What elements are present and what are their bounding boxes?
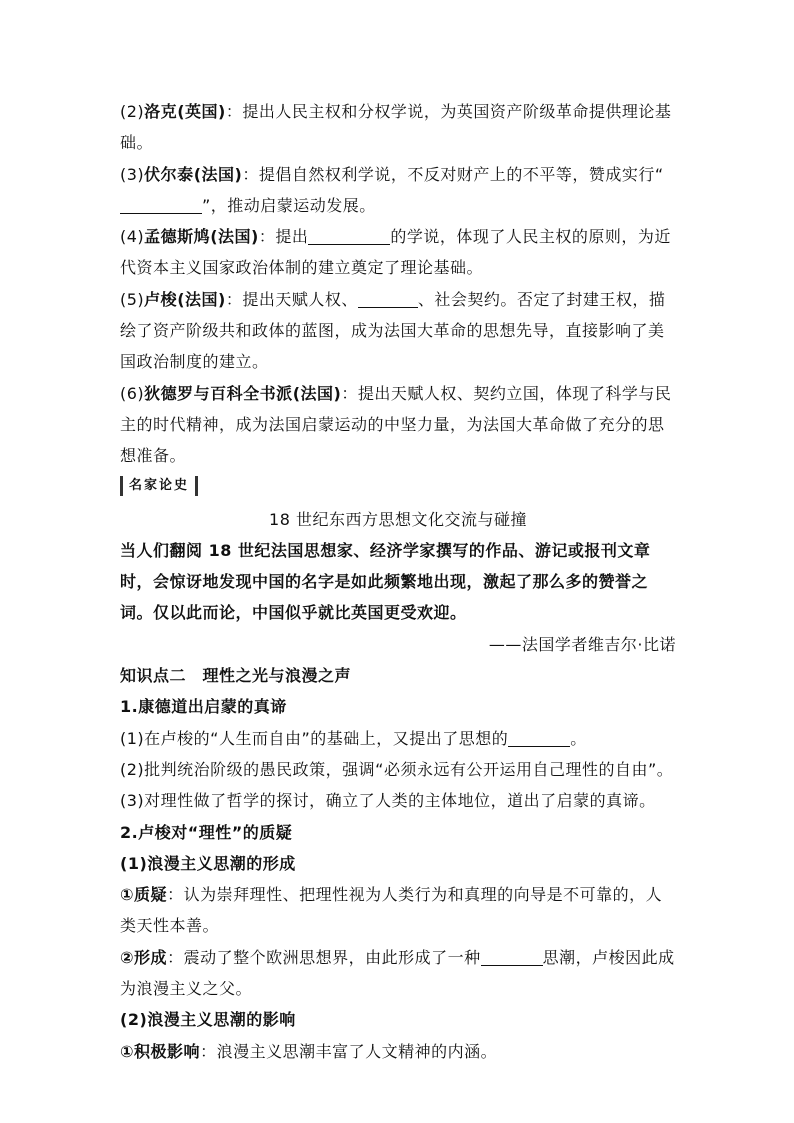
- document-page: [120, 96, 676, 1067]
- item-number: (2): [120, 102, 145, 121]
- fill-blank[interactable]: [508, 728, 570, 747]
- kant-point-1: [120, 723, 676, 754]
- point-label: ①积极影响: [120, 1041, 201, 1061]
- item-text: ：浪漫主义思潮丰富了人文精神的内涵。: [200, 1041, 498, 1061]
- section-heading: 知识点二 理性之光与浪漫之声: [120, 666, 352, 686]
- essay-body: 当人们翻阅 18 世纪法国思想家、经济学家撰写的作品、游记或报刊文章时，会惊讶地发现中国的名字是如此频繁地出现，激起了那么多的赞誉之词。仅以此而论，中国似乎就比英国更受欢迎。: [120, 540, 651, 623]
- thinker-country: (法国): [193, 164, 243, 184]
- thinker-country: (法国): [177, 289, 226, 309]
- fill-blank[interactable]: [308, 226, 390, 245]
- essay-source: ——法国学者维吉尔·比诺: [488, 634, 676, 654]
- quote-mark: “: [654, 164, 664, 184]
- essay-title: 18 世纪东西方思想文化交流与碰撞: [269, 509, 527, 529]
- item-text: ：认为崇拜理性、把理性视为人类行为和真理的向导是不可靠的，人类天性本善。: [120, 885, 663, 936]
- item-text: ：震动了整个欧洲思想界，由此形成了一种: [167, 947, 481, 967]
- kant-point-3: (3)对理性做了哲学的探讨，确立了人类的主体地位，道出了启蒙的真谛。: [120, 791, 656, 811]
- item-montesquieu: [120, 221, 676, 284]
- item-text: 。: [570, 728, 587, 748]
- item-text: ：提出人民主权和分权学说，为英国资产阶级革命提供理论基础。: [120, 102, 672, 153]
- item-rousseau: [120, 284, 676, 378]
- romantic-formation-title: (1)浪漫主义思潮的形成: [120, 853, 296, 873]
- kant-title: 1.康德道出启蒙的真谛: [120, 697, 287, 717]
- formation-point: [120, 942, 676, 1005]
- famous-historian-label: 名家论史: [120, 476, 198, 496]
- thinker-country: (英国): [177, 102, 226, 121]
- item-text: 、社会契约。否定了封建王权，描绘了资产阶级共和政体的蓝图，成为法国大革命的思想先导，直接影响了美国政治制度的建立。: [120, 289, 666, 372]
- point-label: ②形成: [120, 947, 168, 967]
- item-number: (5): [120, 289, 145, 309]
- item-locke: [120, 96, 676, 159]
- thinker-country: (法国): [210, 227, 259, 247]
- kant-point-2: (2)批判统治阶级的愚民政策，强调“必须永远有公开运用自己理性的自由”。: [120, 759, 674, 779]
- item-text: ”，推动启蒙运动发展。: [202, 195, 376, 215]
- fill-blank[interactable]: [358, 289, 418, 308]
- thinker-country: (法国): [292, 383, 342, 403]
- item-number: (6): [120, 383, 145, 403]
- thinker-name: 卢梭: [144, 289, 178, 309]
- item-text: ：提出天赋人权、: [225, 289, 358, 309]
- fill-blank[interactable]: [120, 195, 202, 214]
- point-label: ①质疑: [120, 885, 168, 905]
- item-text: 思潮，卢梭因此成为浪漫主义之父。: [120, 947, 675, 999]
- fill-blank[interactable]: [481, 947, 543, 966]
- doubt-point: [120, 879, 676, 942]
- thinker-name: 伏尔泰: [144, 164, 194, 184]
- romantic-impact-title: (2)浪漫主义思潮的影响: [120, 1010, 296, 1030]
- item-text: (1)在卢梭的“人生而自由”的基础上，又提出了思想的: [120, 728, 509, 748]
- item-diderot: [120, 378, 676, 472]
- rousseau-title: 2.卢梭对“理性”的质疑: [120, 822, 293, 842]
- item-number: (4): [120, 227, 145, 247]
- item-text: ：提出: [258, 227, 309, 247]
- impact-point: [120, 1036, 676, 1067]
- thinker-name: 狄德罗与百科全书派: [144, 383, 293, 403]
- item-text: ：提出天赋人权、契约立国，体现了科学与民主的时代精神，成为法国启蒙运动的中坚力量，为法国大革命做了充分的思想准备。: [120, 383, 672, 466]
- item-text: ：提倡自然权利学说，不反对财产上的不平等，赞成实行: [242, 164, 655, 184]
- box-label-row: [120, 474, 676, 500]
- thinker-name: 洛克: [144, 102, 178, 121]
- thinker-name: 孟德斯鸠: [144, 227, 211, 247]
- item-voltaire: [120, 159, 676, 222]
- item-text: 的学说，体现了人民主权的原则，为近代资本主义国家政治体制的建立奠定了理论基础。: [120, 227, 671, 278]
- item-number: (3): [120, 164, 145, 184]
